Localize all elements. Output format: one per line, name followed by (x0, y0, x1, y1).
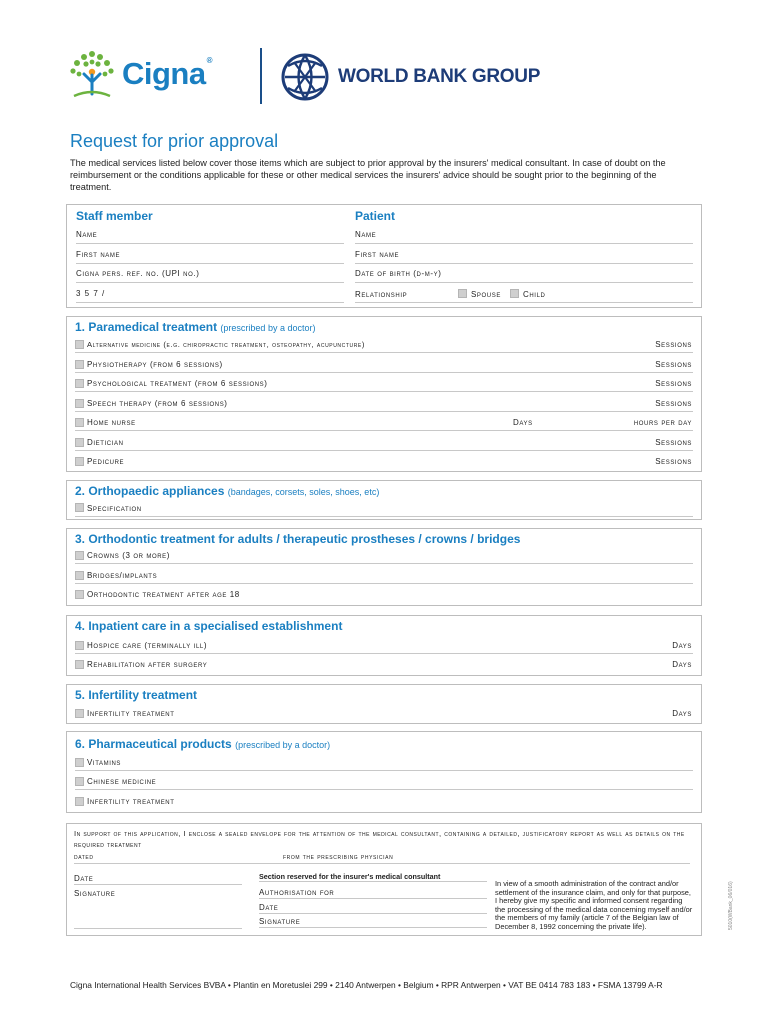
authorisation-field[interactable] (259, 898, 487, 899)
days-label: Days (672, 641, 692, 650)
date2-field[interactable] (259, 913, 487, 914)
dietician-label: Dietician (87, 438, 124, 447)
footer-text: Cigna International Health Services BVBA • Plantin en Moretuslei 299 • 2140 Antwerpen • Belgium • RPR Antwerpen • VAT BE 0414 783 183 • FSMA 13799 A-R (70, 980, 663, 990)
dietician-checkbox[interactable] (75, 438, 84, 447)
section-5-title: 5. Infertility treatment (75, 688, 198, 702)
alternative-medicine-checkbox[interactable] (75, 340, 84, 349)
hospice-label: Hospice care (terminally ill) (87, 641, 208, 650)
cigna-wordmark: Cigna® (122, 56, 213, 91)
divider (75, 563, 693, 564)
crowns-checkbox[interactable] (75, 551, 84, 560)
section-6-title: 6. Pharmaceutical products (prescribed by a doctor) (75, 737, 331, 751)
signature-label: Signature (74, 889, 116, 898)
physiotherapy-label: Physiotherapy (from 6 sessions) (87, 360, 223, 369)
days-label: Days (513, 418, 533, 427)
dated-label: dated (74, 852, 94, 861)
speech-therapy-checkbox[interactable] (75, 399, 84, 408)
divider (75, 583, 693, 584)
spouse-checkbox[interactable] (458, 289, 467, 298)
date2-label: Date (259, 903, 279, 912)
divider (75, 372, 693, 373)
chinese-medicine-checkbox[interactable] (75, 777, 84, 786)
orthodontic-checkbox[interactable] (75, 590, 84, 599)
staff-first-name-field[interactable] (76, 263, 344, 264)
bridges-label: Bridges/implants (87, 571, 158, 580)
world-bank-globe-icon (280, 52, 330, 102)
section-support (66, 823, 702, 936)
divider (75, 516, 693, 517)
sessions-label: Sessions (655, 379, 692, 388)
sessions-label: Sessions (655, 457, 692, 466)
staff-first-name-label: First name (76, 250, 121, 259)
section-3-title: 3. Orthodontic treatment for adults / therapeutic prostheses / crowns / bridges (75, 532, 521, 546)
vitamins-label: Vitamins (87, 758, 122, 767)
divider (75, 450, 693, 451)
divider (75, 391, 693, 392)
world-bank-wordmark: WORLD BANK GROUP (338, 66, 541, 87)
chinese-medicine-label: Chinese medicine (87, 777, 157, 786)
patient-dob-label: Date of birth (d-m-y) (355, 269, 442, 278)
sessions-label: Sessions (655, 340, 692, 349)
bridges-checkbox[interactable] (75, 571, 84, 580)
psychological-label: Psychological treatment (from 6 sessions) (87, 379, 268, 388)
divider (75, 411, 693, 412)
physiotherapy-checkbox[interactable] (75, 360, 84, 369)
specification-checkbox[interactable] (75, 503, 84, 512)
staff-patient-box (66, 204, 702, 308)
logo-divider (260, 48, 262, 104)
staff-heading: Staff member (76, 209, 153, 223)
sessions-label: Sessions (655, 438, 692, 447)
pedicure-checkbox[interactable] (75, 457, 84, 466)
home-nurse-checkbox[interactable] (75, 418, 84, 427)
specification-label: Specification (87, 504, 142, 513)
pharma-infertility-checkbox[interactable] (75, 797, 84, 806)
intro-text: The medical services listed below cover those items which are subject to prior approval by the insurers' medical consultant. In case of doubt on the reimbursement or the conditions applicable for these or other medical services the insurers' advice should be sought prior to the beginning of the treatment. (70, 158, 666, 192)
section-4-title: 4. Inpatient care in a specialised establishment (75, 619, 343, 633)
divider (76, 302, 344, 303)
divider (75, 430, 693, 431)
hospice-checkbox[interactable] (75, 641, 84, 650)
home-nurse-label: Home nurse (87, 418, 136, 427)
divider (259, 881, 487, 882)
staff-ref-value[interactable]: 3 5 7 / (76, 289, 106, 298)
section-2-title: 2. Orthopaedic appliances (bandages, corsets, soles, shoes, etc) (75, 484, 380, 498)
section-inpatient (66, 615, 702, 676)
section-pharmaceutical (66, 731, 702, 813)
divider (75, 653, 693, 654)
days-label: Days (672, 709, 692, 718)
staff-name-label: Name (76, 230, 98, 239)
crowns-label: Crowns (3 or more) (87, 551, 171, 560)
child-checkbox[interactable] (510, 289, 519, 298)
signature-field[interactable] (74, 928, 242, 929)
divider (355, 302, 693, 303)
authorisation-label: Authorisation for (259, 888, 335, 897)
spouse-label: Spouse (471, 290, 501, 299)
infertility-treatment-checkbox[interactable] (75, 709, 84, 718)
page-title: Request for prior approval (70, 131, 279, 151)
section-1-title: 1. Paramedical treatment (prescribed by a doctor) (75, 320, 316, 334)
rehabilitation-checkbox[interactable] (75, 660, 84, 669)
from-physician-label: from the prescribing physician (283, 852, 394, 861)
side-code: 5010(WBank_06/016) (728, 881, 734, 930)
infertility-treatment-label: Infertility treatment (87, 709, 175, 718)
section-paramedical (66, 316, 702, 472)
staff-ref-label: Cigna pers. ref. no. (UPI no.) (76, 269, 200, 278)
hours-per-day-label: hours per day (633, 418, 692, 427)
pedicure-label: Pedicure (87, 457, 125, 466)
divider (75, 770, 693, 771)
speech-therapy-label: Speech therapy (from 6 sessions) (87, 399, 228, 408)
vitamins-checkbox[interactable] (75, 758, 84, 767)
section-orthopaedic (66, 480, 702, 520)
support-statement: In support of this application, I enclose a sealed envelope for the attention of the medical consultant, containing a detailed, justificatory report as well as details on the required treatment (74, 829, 685, 849)
patient-name-field[interactable] (355, 243, 693, 244)
header (64, 44, 704, 108)
patient-heading: Patient (355, 209, 396, 223)
alternative-medicine-label: Alternative medicine (e.g. chiropractic treatment, osteopathy, acupuncture) (87, 340, 365, 349)
date-field[interactable] (74, 884, 242, 885)
reserved-section-label: Section reserved for the insurer's medical consultant (259, 872, 441, 881)
psychological-checkbox[interactable] (75, 379, 84, 388)
orthodontic-label: Orthodontic treatment after age 18 (87, 590, 240, 599)
sessions-label: Sessions (655, 399, 692, 408)
patient-dob-field[interactable] (355, 282, 693, 283)
days-label: Days (672, 660, 692, 669)
signature2-field[interactable] (259, 927, 487, 928)
child-label: Child (523, 290, 546, 299)
cigna-tree-icon (64, 48, 120, 104)
patient-first-name-field[interactable] (355, 263, 693, 264)
date-label: Date (74, 874, 94, 883)
rehabilitation-label: Rehabilitation after surgery (87, 660, 208, 669)
staff-name-field[interactable] (76, 243, 344, 244)
divider (76, 282, 344, 283)
section-infertility (66, 684, 702, 724)
divider (75, 789, 693, 790)
consent-text: In view of a smooth administration of the contract and/or settlement of the insurance claim, and only for that purpose, I hereby give my specific and informed consent regarding the processing of the medical data concerning myself and/or the members of my family (article 7 of the Belgian law of December 8, 1992 concerning the private life). (495, 879, 693, 931)
divider (75, 352, 693, 353)
pharma-infertility-label: Infertility treatment (87, 797, 175, 806)
sessions-label: Sessions (655, 360, 692, 369)
patient-first-name-label: First name (355, 250, 400, 259)
patient-name-label: Name (355, 230, 377, 239)
section-orthodontic (66, 528, 702, 606)
signature2-label: Signature (259, 917, 301, 926)
patient-relationship-label: Relationship (355, 290, 408, 299)
divider (74, 863, 690, 864)
